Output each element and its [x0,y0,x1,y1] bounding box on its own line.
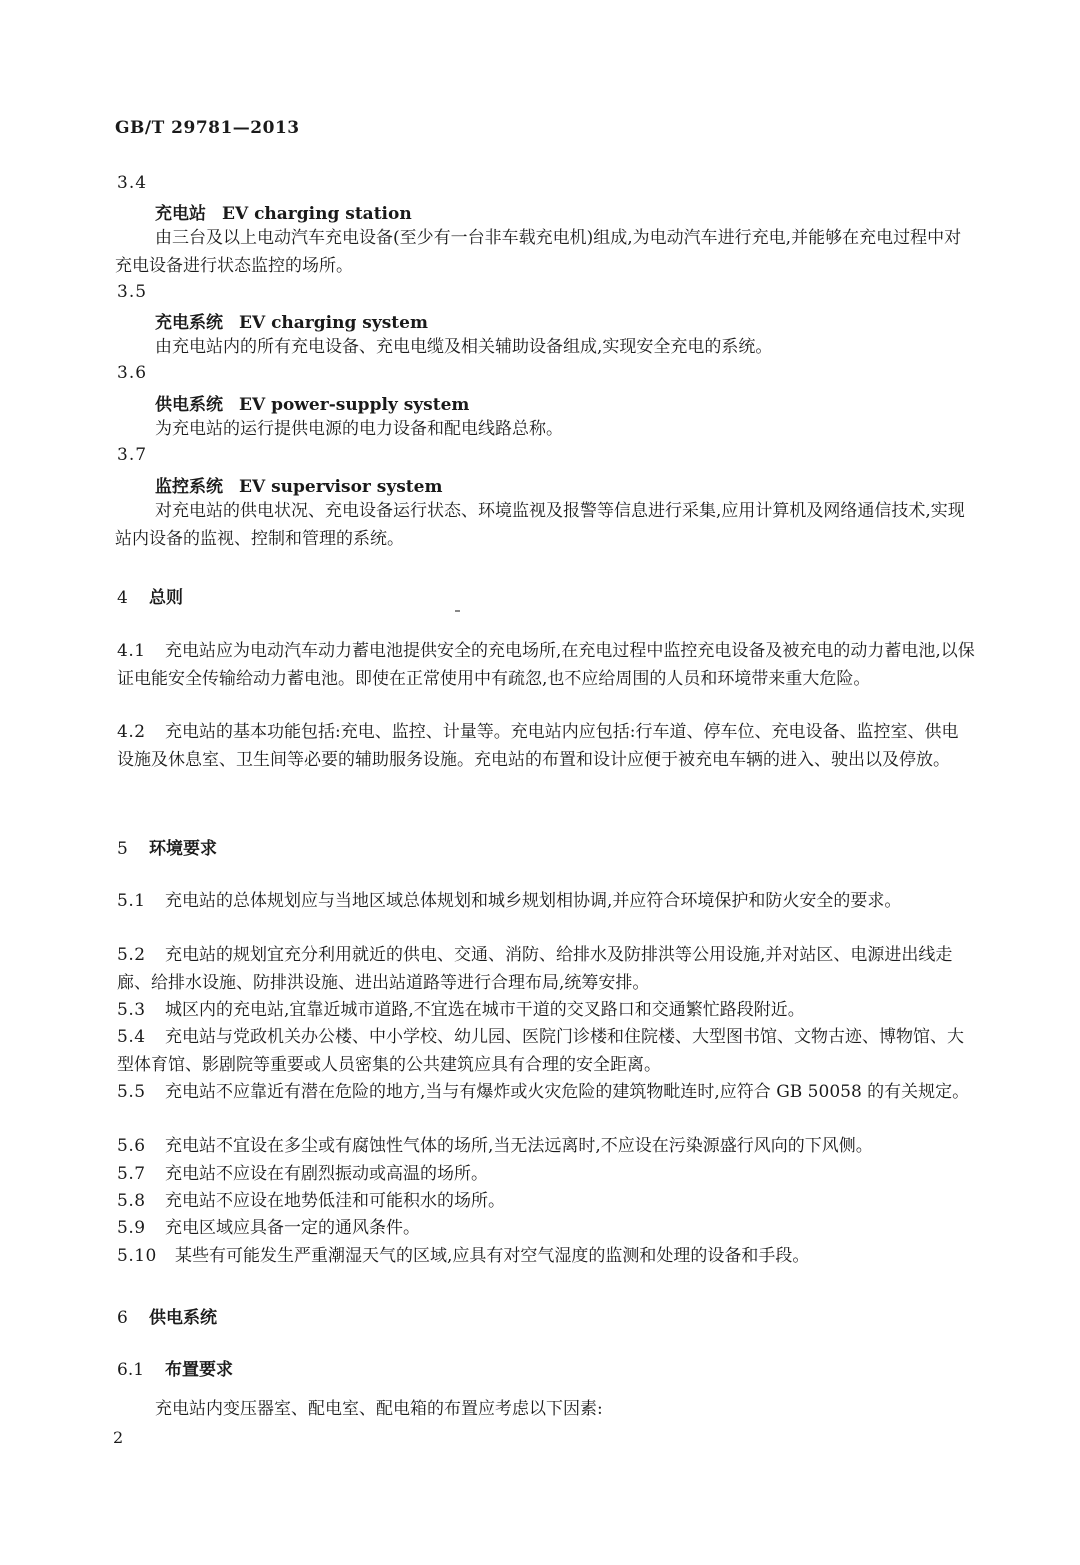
clause [117,941,975,997]
clause [117,1160,975,1188]
clause [117,718,975,774]
section-title: 总则 [149,588,183,608]
term-cn: 监控系统 [155,477,223,497]
clause-text: 充电站与党政机关办公楼、中小学校、幼儿园、医院门诊楼和住院楼、大型图书馆、文物古迹、博物馆、大型体育馆、影剧院等重要或人员密集的公共建筑应具有合理的安全距离。 [117,1027,964,1075]
section-title: 环境要求 [149,839,217,859]
section-heading [117,1303,217,1328]
term-number: 3.4 [117,173,148,193]
clause [117,1187,975,1215]
clause-number: 5.1 [117,891,146,911]
section-number: 4 [117,588,128,608]
section-heading [117,583,183,608]
term-title [155,199,412,224]
subsection-heading [117,1355,233,1380]
clause [117,1078,975,1106]
term-definition: 由充电站内的所有充电设备、充电电缆及相关辅助设备组成,实现安全充电的系统。 [155,337,773,357]
clause-text: 充电站的总体规划应与当地区域总体规划和城乡规划相协调,并应符合环境保护和防火安全的要求。 [165,891,902,911]
clause [117,637,975,693]
clause-text: 充电站不应靠近有潜在危险的地方,当与有爆炸或火灾危险的建筑物毗连时,应符合 GB 50058 的有关规定。 [165,1082,970,1102]
section-heading [117,834,217,859]
term-cn: 充电系统 [155,313,223,333]
term-en: EV supervisor system [239,477,443,497]
clause-number: 5.9 [117,1218,146,1238]
term-title [155,308,428,333]
section-title: 供电系统 [149,1308,217,1328]
term-en: EV charging station [222,204,412,224]
clause-text: 充电站的规划宜充分利用就近的供电、交通、消防、给排水及防排洪等公用设施,并对站区、电源进出线走廊、给排水设施、防排洪设施、进出站道路等进行合理布局,统筹安排。 [117,945,953,993]
clause [117,1214,975,1242]
clause-number: 5.6 [117,1136,146,1156]
clause-number: 5.10 [117,1246,157,1266]
clause [117,1242,975,1270]
term-title [155,472,442,497]
term-cn: 供电系统 [155,395,223,415]
term-definition: 对充电站的供电状况、充电设备运行状态、环境监视及报警等信息进行采集,应用计算机及网络通信技术,实现站内设备的监视、控制和管理的系统。 [115,501,965,549]
clause-text: 充电区域应具备一定的通风条件。 [165,1218,420,1238]
clause-number: 5.7 [117,1164,146,1184]
clause-text: 充电站不宜设在多尘或有腐蚀性气体的场所,当无法远离时,不应设在污染源盛行风向的下风侧。 [165,1136,873,1156]
clause-text: 充电站不应设在有剧烈振动或高温的场所。 [165,1164,488,1184]
clause [117,887,975,915]
section-intro: 充电站内变压器室、配电室、配电箱的布置应考虑以下因素: [155,1399,603,1419]
clause [117,996,975,1024]
term-number: 3.7 [117,445,148,465]
term-cn: 充电站 [155,204,206,224]
term-definition: 由三台及以上电动汽车充电设备(至少有一台非车载充电机)组成,为电动汽车进行充电,并能够在充电过程中对充电设备进行状态监控的场所。 [115,228,962,276]
clause-number: 5.3 [117,1000,146,1020]
clause-text: 充电站的基本功能包括:充电、监控、计量等。充电站内应包括:行车道、停车位、充电设备、监控室、供电设施及休息室、卫生间等必要的辅助服务设施。充电站的布置和设计应便于被充电车辆的进入、驶出以及停放。 [117,722,959,770]
section-number: 5 [117,839,128,859]
subsection-number: 6.1 [117,1360,145,1380]
clause-number: 5.2 [117,945,146,965]
clause-text: 某些有可能发生严重潮湿天气的区域,应具有对空气湿度的监测和处理的设备和手段。 [175,1246,810,1266]
clause-text: 充电站不应设在地势低洼和可能积水的场所。 [165,1191,505,1211]
standard-number: GB/T 29781—2013 [115,118,300,138]
clause-text: 充电站应为电动汽车动力蓄电池提供安全的充电场所,在充电过程中监控充电设备及被充电的动力蓄电池,以保证电能安全传输给动力蓄电池。即使在正常使用中有疏忽,也不应给周围的人员和环境带来重大危险。 [117,641,975,689]
term-en: EV power-supply system [239,395,470,415]
clause-text: 城区内的充电站,宜靠近城市道路,不宜选在城市干道的交叉路口和交通繁忙路段附近。 [165,1000,805,1020]
subsection-title: 布置要求 [165,1360,233,1380]
clause-number: 5.4 [117,1027,146,1047]
section-number: 6 [117,1308,128,1328]
term-number: 3.6 [117,363,148,383]
clause-number: 4.2 [117,722,146,742]
page-number: 2 [113,1428,124,1447]
clause [117,1023,975,1079]
term-definition: 为充电站的运行提供电源的电力设备和配电线路总称。 [155,419,563,439]
clause-number: 5.8 [117,1191,146,1211]
clause [117,1132,997,1160]
term-title [155,390,469,415]
clause-number: 4.1 [117,641,146,661]
scan-speck [455,610,460,612]
clause-number: 5.5 [117,1082,146,1102]
term-number: 3.5 [117,282,148,302]
term-en: EV charging system [239,313,428,333]
